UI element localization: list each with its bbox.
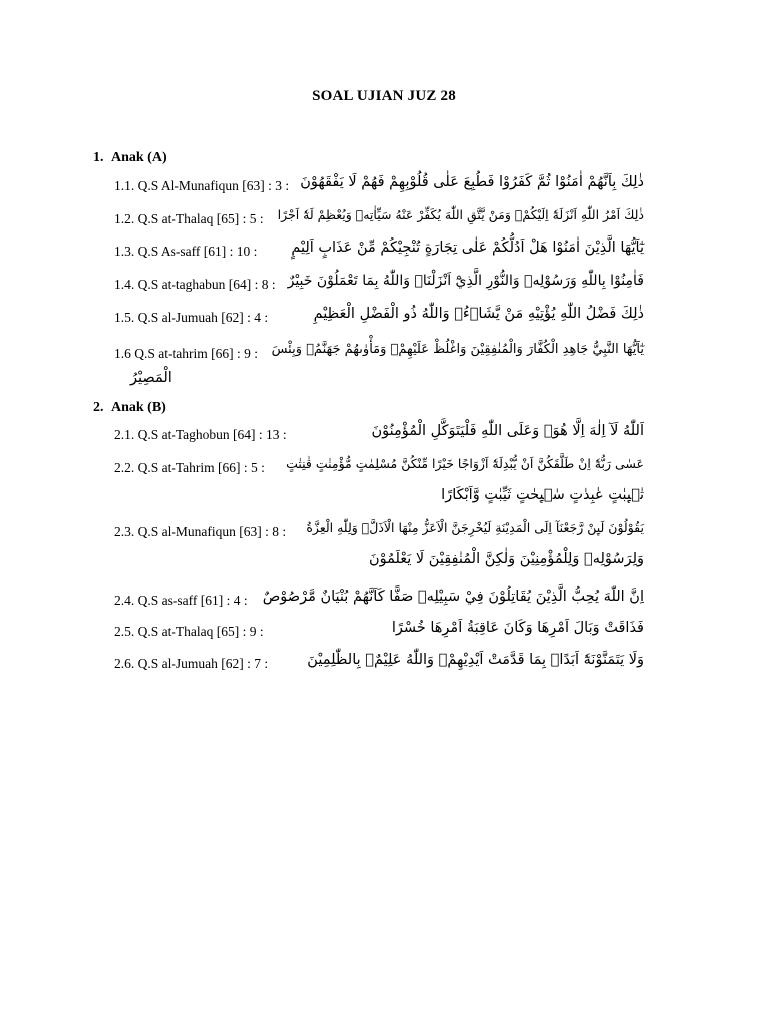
arabic-verse: ذٰلِكَ فَضْلُ اللّٰهِ يُؤْتِيْهِ مَنْ يَّشَاۤءُۗ وَاللّٰهُ ذُو الْفَضْلِ الْعَظِيْمِ bbox=[313, 306, 644, 322]
question-item-2-3 bbox=[108, 520, 644, 544]
arabic-verse-continuation: تٰۤىِٕبٰتٍ عٰبِدٰتٍ سٰۤىِٕحٰتٍ ثَيِّبٰتٍ وَّاَبْكَارًا bbox=[441, 487, 644, 503]
question-item-1-6 bbox=[108, 342, 644, 366]
arabic-verse-continuation: وَلِرَسُوْلِهٖ وَلِلْمُؤْمِنِيْنَ وَلٰكِنَّ الْمُنٰفِقِيْنَ لَا يَعْلَمُوْنَ bbox=[368, 551, 644, 567]
surah-reference: 2.2. Q.S at-Tahrim [66] : 5 : bbox=[114, 460, 265, 475]
section-heading-a bbox=[93, 150, 167, 166]
surah-reference: 1.6 Q.S at-tahrim [66] : 9 : bbox=[114, 346, 258, 361]
surah-reference: 1.4. Q.S at-taghabun [64] : 8 : bbox=[114, 277, 276, 292]
page-title: SOAL UJIAN JUZ 28 bbox=[312, 88, 456, 104]
arabic-verse: وَلَا يَتَمَنَّوْنَهٗٓ اَبَدًاۢ بِمَا قَدَّمَتْ اَيْدِيْهِمْۗ وَاللّٰهُ عَلِيْمٌۢ بِالظّٰلِمِيْنَ bbox=[307, 652, 644, 668]
question-item-1-1 bbox=[108, 174, 644, 198]
section-title: Anak (A) bbox=[111, 150, 167, 165]
arabic-verse: يٰٓاَيُّهَا النَّبِيُّ جَاهِدِ الْكُفَّارَ وَالْمُنٰفِقِيْنَ وَاغْلُظْ عَلَيْهِمْۗ وَمَأْوٰىهُمْ جَهَنَّمُۗ وَبِئْسَ bbox=[271, 342, 644, 357]
question-item-2-1 bbox=[108, 423, 644, 447]
section-number: 2. bbox=[93, 400, 104, 415]
arabic-verse: اَللّٰهُ لَآ اِلٰهَ اِلَّا هُوَۗ وَعَلَى اللّٰهِ فَلْيَتَوَكَّلِ الْمُؤْمِنُوْنَ bbox=[371, 423, 644, 439]
question-item-2-4 bbox=[108, 589, 644, 613]
section-number: 1. bbox=[93, 150, 104, 165]
arabic-verse-continuation: الْمَصِيْرُ bbox=[130, 370, 172, 386]
section-heading-b bbox=[93, 400, 166, 416]
question-item-1-4 bbox=[108, 273, 644, 297]
surah-reference: 1.1. Q.S Al-Munafiqun [63] : 3 : bbox=[114, 178, 290, 193]
question-item-1-3 bbox=[108, 240, 644, 264]
surah-reference: 2.3. Q.S al-Munafiqun [63] : 8 : bbox=[114, 524, 287, 539]
surah-reference: 1.3. Q.S As-saff [61] : 10 : bbox=[114, 244, 258, 259]
arabic-verse: ذٰلِكَ اَمْرُ اللّٰهِ اَنْزَلَهٗٓ اِلَيْكُمْۗ وَمَنْ يَّتَّقِ اللّٰهَ يُكَفِّرْ عَنْهُ سَيِّاٰتِهٖ وَيُعْظِمْ لَهٗٓ اَجْرًا bbox=[277, 207, 644, 222]
arabic-verse: فَذَاقَتْ وَبَالَ اَمْرِهَا وَكَانَ عَاقِبَةُ اَمْرِهَا خُسْرًا bbox=[391, 620, 644, 636]
surah-reference: 1.5. Q.S al-Jumuah [62] : 4 : bbox=[114, 310, 269, 325]
question-item-2-2 bbox=[108, 456, 644, 480]
surah-reference: 2.1. Q.S at-Taghobun [64] : 13 : bbox=[114, 427, 287, 442]
question-item-2-5 bbox=[108, 620, 644, 644]
question-item-1-2 bbox=[108, 207, 644, 231]
arabic-verse: يٰٓاَيُّهَا الَّذِيْنَ اٰمَنُوْا هَلْ اَدُلُّكُمْ عَلٰى تِجَارَةٍ تُنْجِيْكُمْ مِّنْ عَذَابٍ اَلِيْمٍ bbox=[291, 240, 644, 256]
surah-reference: 1.2. Q.S at-Thalaq [65] : 5 : bbox=[114, 211, 264, 226]
arabic-verse: اِنَّ اللّٰهَ يُحِبُّ الَّذِيْنَ يُقَاتِلُوْنَ فِيْ سَبِيْلِهٖ صَفًّا كَاَنَّهُمْ بُنْيَانٌ مَّرْصُوْصٌ bbox=[262, 589, 644, 605]
surah-reference: 2.5. Q.S at-Thalaq [65] : 9 : bbox=[114, 624, 264, 639]
arabic-verse: يَقُوْلُوْنَ لَىِٕنْ رَّجَعْنَآ اِلَى الْمَدِيْنَةِ لَيُخْرِجَنَّ الْاَعَزُّ مِنْهَا الْاَذَلَّۗ وَلِلّٰهِ الْعِزَّةُ bbox=[306, 520, 644, 535]
arabic-verse: ذٰلِكَ بِاَنَّهُمْ اٰمَنُوْا ثُمَّ كَفَرُوْا فَطُبِعَ عَلٰى قُلُوْبِهِمْ فَهُمْ لَا يَفْقَهُوْنَ bbox=[300, 174, 644, 190]
question-item-1-5 bbox=[108, 306, 644, 330]
surah-reference: 2.4. Q.S as-saff [61] : 4 : bbox=[114, 593, 248, 608]
arabic-verse: عَسٰى رَبُّهٗٓ اِنْ طَلَّقَكُنَّ اَنْ يُّبْدِلَهٗٓ اَزْوَاجًا خَيْرًا مِّنْكُنَّ مُسْلِمٰتٍ مُّؤْمِنٰتٍ قٰنِتٰتٍ bbox=[286, 456, 644, 471]
section-title: Anak (B) bbox=[111, 400, 166, 415]
surah-reference: 2.6. Q.S al-Jumuah [62] : 7 : bbox=[114, 656, 269, 671]
question-item-2-6 bbox=[108, 652, 644, 676]
arabic-verse: فَاٰمِنُوْا بِاللّٰهِ وَرَسُوْلِهٖ وَالنُّوْرِ الَّذِيْٓ اَنْزَلْنَاۗ وَاللّٰهُ بِمَا تَعْمَلُوْنَ خَبِيْرٌ bbox=[287, 273, 644, 289]
